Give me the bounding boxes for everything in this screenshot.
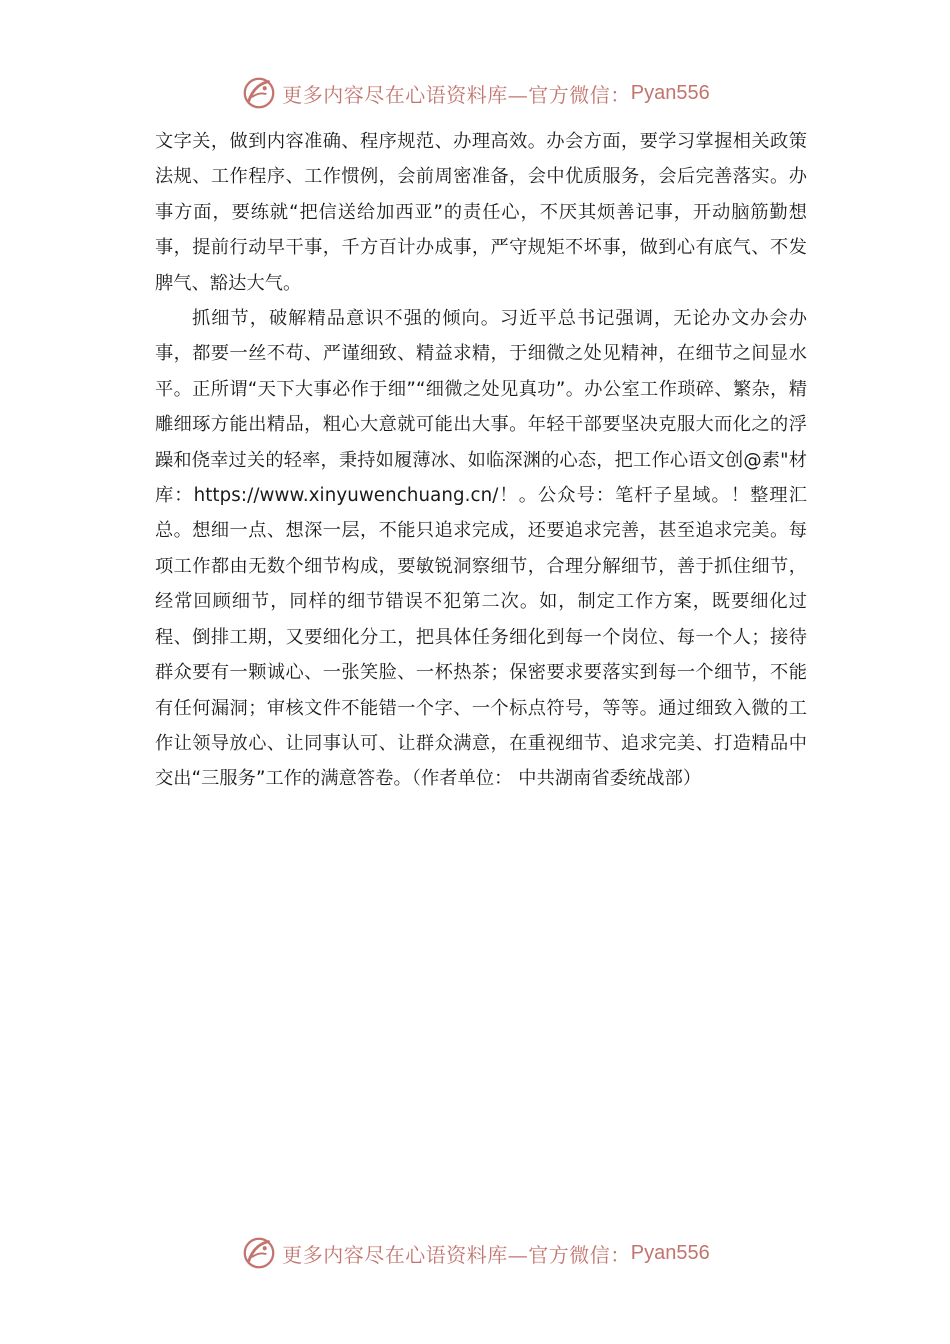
- header-banner-text: 更多内容尽在心语资料库—官方微信：: [282, 82, 631, 107]
- footer-banner-text: 更多内容尽在心语资料库—官方微信：: [282, 1242, 631, 1267]
- header-wechat-id: Pyan556: [630, 81, 710, 104]
- document-body: [155, 124, 807, 797]
- brand-logo-icon: [240, 1234, 278, 1272]
- header-banner: [0, 71, 950, 115]
- paragraph-2: 抓细节，破解精品意识不强的倾向。习近平总书记强调，无论办文办会办事，都要一丝不苟、严谨细致、精益求精，于细微之处见精神，在细节之间显水平。正所谓“天下大事必作于细”“细微之处见真功”。办公室工作琐碎、繁杂，精雕细琢方能出精品，粗心大意就可能出大事。年轻干部要坚决克服大而化之的浮躁和侥幸过关的轻率，秉持如履薄冰、如临深渊的心态，把工作心语文创@素"材库：https://www.xinyuwenchuang.cn/！。公众号：笔杆子星域。！整理汇总。想细一点、想深一层，不能只追求完成，还要追求完善，甚至追求完美。每项工作都由无数个细节构成，要敏锐洞察细节，合理分解细节，善于抓住细节，经常回顾细节，同样的细节错误不犯第二次。如，制定工作方案，既要细化过程、倒排工期，又要细化分工，把具体任务细化到每一个岗位、每一个人；接待群众要有一颗诚心、一张笑脸、一杯热茶；保密要求要落实到每一个细节，不能有任何漏洞；审核文件不能错一个字、一个标点符号，等等。通过细致入微的工作让领导放心、让同事认可、让群众满意，在重视细节、追求完美、打造精品中交出“三服务”工作的满意答卷。（作者单位： 中共湖南省委统战部）: [155, 308, 807, 790]
- footer-wechat-id: Pyan556: [630, 1241, 710, 1264]
- brand-logo-icon: [240, 74, 278, 112]
- paragraph-1: 文字关，做到内容准确、程序规范、办理高效。办会方面，要学习掌握相关政策法规、工作程序、工作惯例，会前周密准备，会中优质服务，会后完善落实。办事方面，要练就“把信送给加西亚”的责任心，不厌其烦善记事，开动脑筋勤想事，提前行动早干事，千方百计办成事，严守规矩不坏事，做到心有底气、不发脾气、豁达大气。: [155, 131, 807, 294]
- footer-banner: [0, 1231, 950, 1275]
